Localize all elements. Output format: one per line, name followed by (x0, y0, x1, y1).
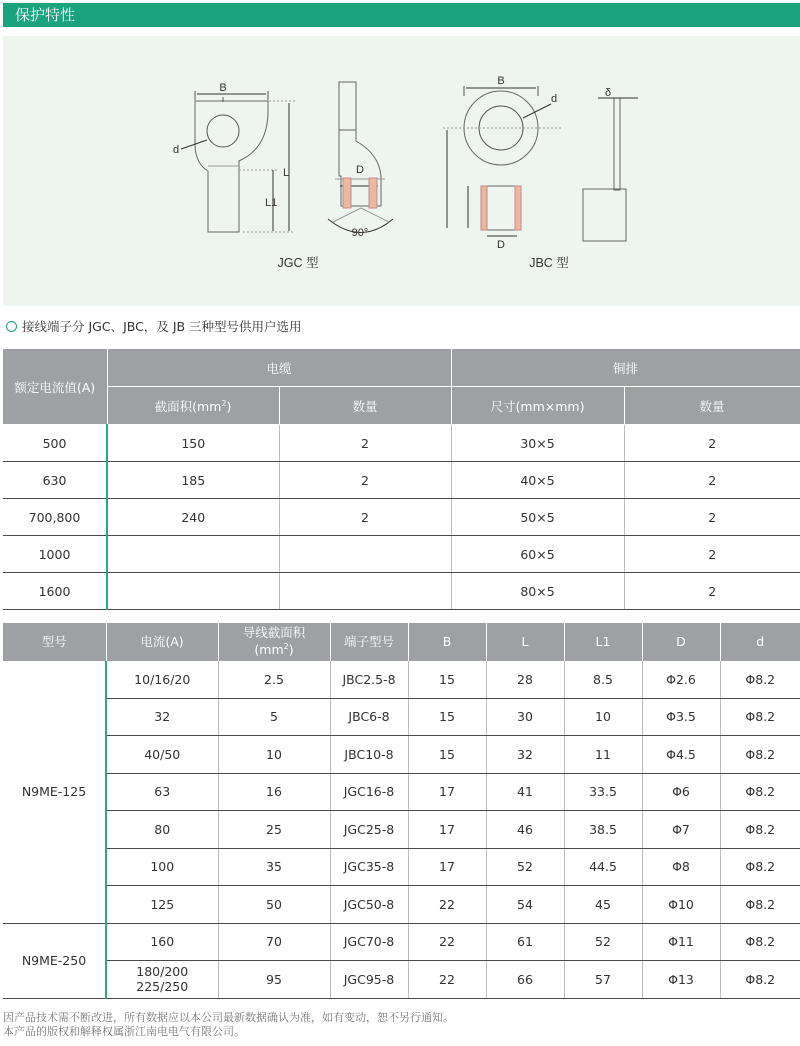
jbc-dim-d: D (497, 239, 505, 251)
table-row: 700,800 240 2 50×5 2 (3, 499, 800, 536)
col-cable: 电缆 (107, 349, 451, 387)
table-row: 125 50 JGC50-8 22 54 45 Φ10 Φ8.2 (3, 886, 800, 924)
jbc-side-view (583, 98, 638, 241)
footer-line-1: 因产品技术需不断改进，所有数据应以本公司最新数据确认为准，如有变动，恕不另行通知。 (3, 1011, 454, 1024)
terminal-diagram (3, 36, 800, 306)
model-n9me-250: N9ME-250 (3, 923, 106, 998)
jgc-dim-angle: 90° (351, 227, 369, 239)
circle-bullet-icon (6, 321, 17, 332)
jgc-dim-b: B (219, 82, 227, 94)
table-row: 180/200 225/250 95 JGC95-8 22 66 57 Φ13 Φ8.2 (3, 961, 800, 999)
jbc-dim-delta: δ (605, 87, 612, 99)
col-d-lower: d (720, 623, 800, 661)
table-row: 630 185 2 40×5 2 (3, 462, 800, 499)
table-row: 100 35 JGC35-8 17 52 44.5 Φ8 Φ8.2 (3, 848, 800, 886)
terminal-spec-table (3, 623, 800, 999)
jbc-label: JBC 型 (529, 256, 569, 270)
jgc-dim-l1: L1 (265, 197, 278, 209)
col-size: 尺寸(mm×mm) (451, 387, 624, 425)
table-row: 63 16 JGC16-8 17 41 33.5 Φ6 Φ8.2 (3, 773, 800, 811)
note-text: 接线端子分 JGC、JBC，及 JB 三种型号供用户选用 (22, 319, 302, 334)
jgc-dim-d: d (173, 144, 180, 156)
table-row: 1600 80×5 2 (3, 573, 800, 610)
busbar-cable-table (3, 349, 800, 610)
jbc-dim-d-small: d (551, 93, 558, 105)
section-title: 保护特性 (15, 6, 76, 24)
footer-line-2: 本产品的版权和解释权属浙江南电电气有限公司。 (3, 1025, 245, 1038)
table-row: N9ME-125 10/16/20 2.5 JBC2.5-8 15 28 8.5 Φ2.6 Φ8.2 (3, 661, 800, 698)
col-model: 型号 (3, 623, 106, 661)
jgc-side-view (328, 82, 393, 233)
col-terminal: 端子型号 (330, 623, 408, 661)
col-qty-cable: 数量 (279, 387, 451, 425)
col-b: B (408, 623, 486, 661)
jgc-label: JGC 型 (277, 256, 319, 270)
footer-notes (3, 1011, 454, 1039)
col-busbar: 铜排 (451, 349, 800, 387)
table-row: 1000 60×5 2 (3, 536, 800, 573)
col-qty-busbar: 数量 (624, 387, 800, 425)
jgc-side-dim-d: D (356, 164, 364, 176)
note-line (6, 319, 302, 335)
section-header (0, 0, 800, 29)
col-area: 截面积$(mm^2)$ (107, 387, 279, 425)
table-row: 32 5 JBC6-8 15 30 10 Φ3.5 Φ8.2 (3, 698, 800, 736)
table-row: 80 25 JGC25-8 17 46 38.5 Φ7 Φ8.2 (3, 811, 800, 849)
col-wire-area: 导线截面积 $(mm^2)$ (218, 623, 330, 661)
table-row: 500 150 2 30×5 2 (3, 425, 800, 462)
table-row: 40/50 10 JBC10-8 15 32 11 Φ4.5 Φ8.2 (3, 736, 800, 774)
jbc-dim-b: B (497, 75, 505, 87)
section-header-bar (3, 3, 800, 27)
model-n9me-125: N9ME-125 (3, 661, 106, 923)
col-d-upper: D (642, 623, 720, 661)
jbc-front-view (443, 86, 563, 236)
col-l: L (486, 623, 564, 661)
col-rated-current: 额定电流值(A) (3, 349, 107, 425)
table-row: N9ME-250 160 70 JGC70-8 22 61 52 Φ11 Φ8.2 (3, 923, 800, 961)
col-l1: L1 (564, 623, 642, 661)
jgc-dim-l: L (283, 167, 290, 179)
jgc-front-view (181, 91, 295, 232)
col-current: 电流(A) (106, 623, 218, 661)
